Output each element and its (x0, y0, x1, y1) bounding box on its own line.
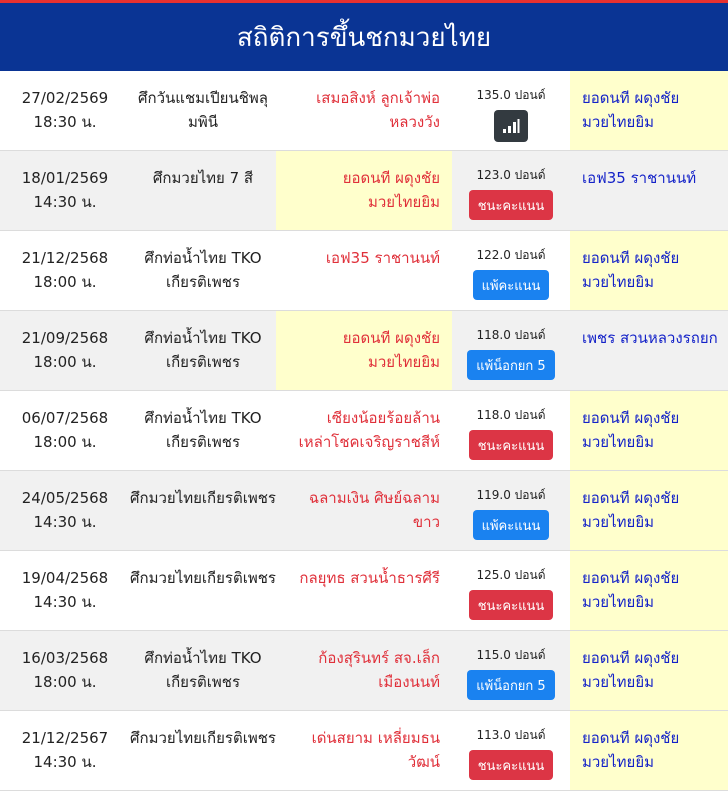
red-corner-fighter-name[interactable]: ยอดนที ผดุงชัยมวยไทยยิม (342, 169, 440, 211)
stats-button[interactable] (494, 110, 528, 142)
result-badge: ชนะคะแนน (469, 430, 554, 460)
event-name: ศึกมวยไทย 7 สี (152, 169, 254, 187)
red-corner-fighter-name[interactable]: เอฟ35 ราชานนท์ (325, 249, 440, 267)
fight-date: 16/03/2568 (21, 649, 109, 667)
table-row (0, 391, 728, 471)
result-badge: แพ้น็อกยก 5 (467, 670, 554, 700)
event-name: ศึกท่อน้ำไทย TKO เกียรติเพชร (144, 649, 262, 691)
table-row (0, 471, 728, 551)
weight-label: 115.0 ปอนด์ (476, 648, 546, 662)
event-name: ศึกท่อน้ำไทย TKO เกียรติเพชร (144, 249, 262, 291)
fight-time: 18:00 น. (33, 433, 97, 451)
fight-time: 18:00 น. (33, 273, 97, 291)
result-badge: ชนะคะแนน (469, 750, 554, 780)
fight-date-cell (0, 471, 130, 550)
result-cell (452, 711, 570, 790)
result-cell (452, 631, 570, 710)
event-name: ศึกมวยไทยเกียรติเพชร (130, 729, 276, 747)
fight-date: 19/04/2568 (21, 569, 109, 587)
result-cell (452, 391, 570, 470)
event-name: ศึกวันแชมเปียนชิพลุมพินี (138, 89, 268, 131)
result-badge: แพ้คะแนน (473, 510, 550, 540)
result-badge: ชนะคะแนน (469, 190, 554, 220)
blue-corner-fighter-name[interactable]: ยอดนที ผดุงชัยมวยไทยยิม (582, 409, 680, 451)
fight-date-cell (0, 151, 130, 230)
blue-corner-fighter[interactable] (570, 631, 728, 710)
fight-date-cell (0, 231, 130, 310)
blue-corner-fighter-name[interactable]: ยอดนที ผดุงชัยมวยไทยยิม (582, 249, 680, 291)
table-row (0, 631, 728, 711)
blue-corner-fighter-name[interactable]: ยอดนที ผดุงชัยมวยไทยยิม (582, 649, 680, 691)
weight-label: 125.0 ปอนด์ (476, 568, 546, 582)
fight-date-cell (0, 631, 130, 710)
result-badge: แพ้คะแนน (473, 270, 550, 300)
event-name: ศึกท่อน้ำไทย TKO เกียรติเพชร (144, 409, 262, 451)
red-corner-fighter-name[interactable]: เด่นสยาม เหลี่ยมธนวัฒน์ (311, 729, 440, 771)
result-cell (452, 151, 570, 230)
red-corner-fighter[interactable] (276, 311, 452, 390)
fight-date-cell (0, 391, 130, 470)
fight-record-table (0, 71, 728, 791)
blue-corner-fighter-name[interactable]: เอฟ35 ราชานนท์ (582, 169, 697, 187)
fight-date-cell (0, 551, 130, 630)
fight-time: 14:30 น. (33, 513, 97, 531)
result-cell (452, 311, 570, 390)
weight-label: 113.0 ปอนด์ (476, 728, 546, 742)
blue-corner-fighter[interactable] (570, 471, 728, 550)
red-corner-fighter[interactable] (276, 231, 452, 310)
fight-date: 06/07/2568 (21, 409, 109, 427)
result-badge: แพ้น็อกยก 5 (467, 350, 554, 380)
blue-corner-fighter[interactable] (570, 71, 728, 150)
page-header (0, 3, 728, 71)
weight-label: 119.0 ปอนด์ (476, 488, 546, 502)
table-row (0, 71, 728, 151)
blue-corner-fighter-name[interactable]: ยอดนที ผดุงชัยมวยไทยยิม (582, 569, 680, 611)
fight-date: 27/02/2569 (21, 89, 109, 107)
event-name: ศึกมวยไทยเกียรติเพชร (130, 489, 276, 507)
fight-time: 14:30 น. (33, 193, 97, 211)
fight-date-cell (0, 71, 130, 150)
fight-time: 18:30 น. (33, 113, 97, 131)
table-row (0, 711, 728, 791)
red-corner-fighter[interactable] (276, 631, 452, 710)
blue-corner-fighter-name[interactable]: เพชร สวนหลวงรถยก (582, 329, 718, 347)
fight-date: 24/05/2568 (21, 489, 109, 507)
red-corner-fighter-name[interactable]: กลยุทธ สวนน้ำธารศีรี (299, 569, 440, 587)
fight-date-cell (0, 711, 130, 790)
red-corner-fighter-name[interactable]: ฉลามเงิน ศิษย์ฉลามขาว (308, 489, 440, 531)
fight-time: 14:30 น. (33, 753, 97, 771)
page-title: สถิติการขึ้นชกมวยไทย (236, 22, 492, 53)
blue-corner-fighter-name[interactable]: ยอดนที ผดุงชัยมวยไทยยิม (582, 729, 680, 771)
red-corner-fighter[interactable] (276, 71, 452, 150)
result-cell (452, 231, 570, 310)
fight-time: 18:00 น. (33, 673, 97, 691)
event-name: ศึกท่อน้ำไทย TKO เกียรติเพชร (144, 329, 262, 371)
red-corner-fighter[interactable] (276, 391, 452, 470)
red-corner-fighter-name[interactable]: ก้องสุรินทร์ สจ.เล็กเมืองนนท์ (318, 649, 440, 691)
fight-date: 18/01/2569 (21, 169, 109, 187)
red-corner-fighter[interactable] (276, 151, 452, 230)
red-corner-fighter[interactable] (276, 551, 452, 630)
result-badge: ชนะคะแนน (469, 590, 554, 620)
fight-date: 21/12/2568 (21, 249, 109, 267)
fight-date-cell (0, 311, 130, 390)
red-corner-fighter-name[interactable]: ยอดนที ผดุงชัยมวยไทยยิม (342, 329, 440, 371)
weight-label: 123.0 ปอนด์ (476, 168, 546, 182)
table-row (0, 151, 728, 231)
fight-time: 14:30 น. (33, 593, 97, 611)
blue-corner-fighter[interactable] (570, 151, 728, 230)
bar-chart-icon (502, 118, 520, 134)
result-cell (452, 551, 570, 630)
table-row (0, 551, 728, 631)
weight-label: 118.0 ปอนด์ (476, 408, 546, 422)
blue-corner-fighter[interactable] (570, 711, 728, 790)
blue-corner-fighter[interactable] (570, 231, 728, 310)
weight-label: 135.0 ปอนด์ (476, 88, 546, 102)
blue-corner-fighter[interactable] (570, 551, 728, 630)
fight-time: 18:00 น. (33, 353, 97, 371)
blue-corner-fighter-name[interactable]: ยอดนที ผดุงชัยมวยไทยยิม (582, 489, 680, 531)
red-corner-fighter-name[interactable]: เซียงน้อยร้อยล้าน เหล่าโชคเจริญราชสีห์ (298, 409, 440, 451)
blue-corner-fighter[interactable] (570, 311, 728, 390)
red-corner-fighter[interactable] (276, 711, 452, 790)
red-corner-fighter-name[interactable]: เสมอสิงห์ ลูกเจ้าพ่อหลวงวัง (316, 89, 440, 131)
fight-date: 21/12/2567 (21, 729, 109, 747)
event-name: ศึกมวยไทยเกียรติเพชร (130, 569, 276, 587)
table-row (0, 311, 728, 391)
result-cell (452, 71, 570, 150)
blue-corner-fighter[interactable] (570, 391, 728, 470)
red-corner-fighter[interactable] (276, 471, 452, 550)
table-row (0, 231, 728, 311)
blue-corner-fighter-name[interactable]: ยอดนที ผดุงชัยมวยไทยยิม (582, 89, 680, 131)
weight-label: 122.0 ปอนด์ (476, 248, 546, 262)
weight-label: 118.0 ปอนด์ (476, 328, 546, 342)
fight-date: 21/09/2568 (21, 329, 109, 347)
result-cell (452, 471, 570, 550)
